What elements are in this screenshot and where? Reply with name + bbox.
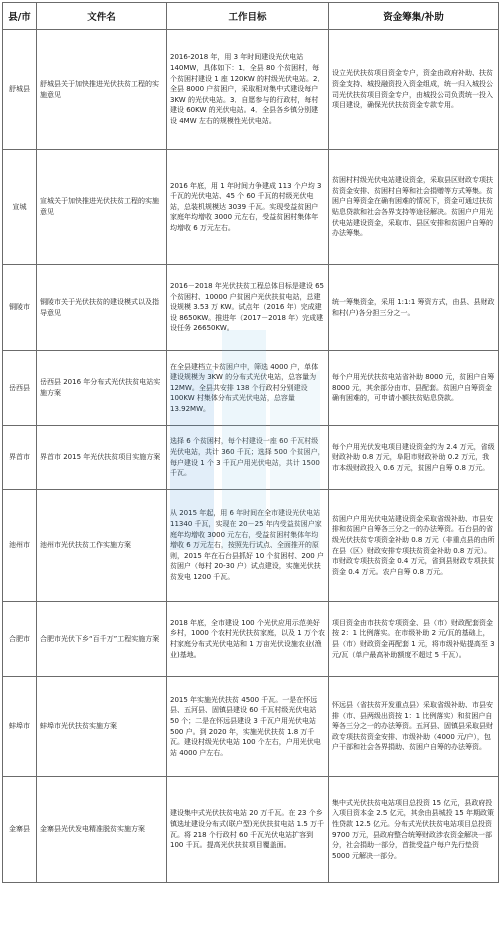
funding-cell: 贫困户户用光伏电站建设资金采取省级补助、市县安排和贫困户自筹各三分之一的办法筹资。石台县的省级光伏扶贫专项资金补助 0.8 万元（非重点县的由所在县（区）财政安排专项扶贫资金补助 0.8 万元）。市财政专项扶贫资金 0.4 万元，省到县财政专项扶贫资金 0.4 万元。农户自筹 0.8 万元。 bbox=[329, 490, 499, 602]
table-row bbox=[3, 351, 499, 426]
header-document: 文件名 bbox=[37, 3, 167, 30]
table-row bbox=[3, 30, 499, 150]
county-cell: 舒城县 bbox=[3, 30, 37, 150]
county-cell: 池州市 bbox=[3, 490, 37, 602]
goal-cell: 2016－2018 年光伏扶贫工程总体目标是建设 65 个贫困村、10000 户贫困户光伏扶贫电站，总建设规模 3.53 万 KW。试点年（2016 年）完成建设 8650KW。推进年（2017－2018 年）完成建设任务 26650KW。 bbox=[167, 265, 329, 351]
document-cell: 铜陵市关于光伏扶贫的建设模式以及指导意见 bbox=[37, 265, 167, 351]
funding-cell: 每个户用光伏扶贫电站省补助 8000 元，贫困户自筹 8000 元，其余部分由市、县配套。贫困户自筹资金确有困难的，可申请小额扶贫贴息贷款。 bbox=[329, 351, 499, 426]
goal-cell: 2018 年底，全市建设 100 个光伏应用示范美好乡村，1000 个农村光伏扶贫家庭，以及 1 万个农村家庭分布式光伏电站和 1 万亩光伏设施农业(渔业)基地。 bbox=[167, 602, 329, 677]
goal-cell: 2016-2018 年，用 3 年时间建设光伏电站 140MW，具体如下：1．全县 80 个贫困村，每个贫困村建设 1 座 120KW 的村级光伏电站。2．全县 8000 户贫困户，采取相对集中式建设每户 3KW 的光伏电站。3．自愿参与的行政村，每村建设 60KW 的光伏电站。4．全县各乡镇分别建设 4MW 左右的规模性光伏电站。 bbox=[167, 30, 329, 150]
document-cell: 金寨县光伏发电精准脱贫实施方案 bbox=[37, 777, 167, 883]
county-cell: 金寨县 bbox=[3, 777, 37, 883]
document-cell: 合肥市光伏下乡“百千万”工程实施方案 bbox=[37, 602, 167, 677]
table-row bbox=[3, 490, 499, 602]
funding-cell: 怀远县（省扶贫开发重点县）采取省级补助、市县安排（市、县两级出资按 1：1 比例落实）和贫困户自筹各三分之一的办法筹资。五河县、固镇县采取县财政专项扶贫资金安排、市级补助（4000 元/户），包户干部和社会各界捐助、贫困户自筹的办法筹资。 bbox=[329, 677, 499, 777]
goal-cell: 建设集中式光伏扶贫电站 20 万千瓦。在 23 个乡镇选址建设分布式(联户型)光伏扶贫电站 1.5 万千瓦。将 218 个行政村 60 千瓦光伏电站扩容到 100 千瓦。提高光伏扶贫项目覆盖面。 bbox=[167, 777, 329, 883]
funding-cell: 设立光伏扶贫项目资金专户，资金由政府补助、扶贫资金支持、城投融资投入资金组成，统一归入城投公司光伏扶贫项目资金专户，由城投公司负责统一投入项目建设，确保光伏扶贫资金专款专用。 bbox=[329, 30, 499, 150]
funding-cell: 集中式光伏扶贫电站项目总投资 15 亿元，县政府投入项目资本金 2.5 亿元，其余由县城投 15 年期政策性贷款 12.5 亿元。分布式光伏扶贫电站项目总投资 9700 万元，县政府整合统筹财政涉农资金解决一部分，社会捐助一部分，首批受益户每户先行垫资 5000 元解决一部分。 bbox=[329, 777, 499, 883]
table-row bbox=[3, 602, 499, 677]
goal-cell: 2015 年实施光伏扶贫 4500 千瓦。一是在怀远县、五河县、固镇县建设 60 千瓦村级光伏电站 50 个；二是在怀远县建设 3 千瓦户用光伏电站 500 户。到 2020 年，实施光伏扶贫 1.8 万千瓦。建设村级光伏电站 100 个左右，户用光伏电站 4000 户左右。 bbox=[167, 677, 329, 777]
document-cell: 舒城县关于加快推进光伏扶贫工程的实施意见 bbox=[37, 30, 167, 150]
document-cell: 池州市光伏扶贫工作实施方案 bbox=[37, 490, 167, 602]
document-cell: 蚌埠市光伏扶贫实施方案 bbox=[37, 677, 167, 777]
county-cell: 铜陵市 bbox=[3, 265, 37, 351]
goal-cell: 选择 6 个贫困村，每个村建设一座 60 千瓦村级光伏电站，共计 360 千瓦；选择 500 个贫困户，每户建设 1 个 3 千瓦户用光伏电站，共计 1500 千瓦。 bbox=[167, 426, 329, 490]
county-cell: 界首市 bbox=[3, 426, 37, 490]
goal-cell: 2016 年底，用 1 年时间力争建成 113 个户均 3 千瓦的光伏电站、45 个 60 千瓦的村级光伏电站，总装机规模达 3039 千瓦。实现受益贫困户家庭年均增收 3000 元左右，受益贫困村集体年均增收 6 万元左右。 bbox=[167, 150, 329, 265]
goal-cell: 在全县建档立卡贫困户中，筛选 4000 户，单体建设规模为 3KW 的分布式光伏电站，总容量为 12MW。全县共安排 138 个行政村分别建设 100KW 村集体分布式光伏电站，总容量 13.92MW。 bbox=[167, 351, 329, 426]
table-row bbox=[3, 677, 499, 777]
document-cell: 界首市 2015 年光伏扶贫项目实施方案 bbox=[37, 426, 167, 490]
funding-cell: 统一筹集资金，采用 1:1:1 筹资方式，由县、县财政和村(户)各分担三分之一。 bbox=[329, 265, 499, 351]
county-cell: 宣城 bbox=[3, 150, 37, 265]
funding-cell: 项目资金由市扶贫专项资金、县（市）财政配套资金按 2：1 比例落实。在市级补助 2 元/瓦的基础上，县（市）财政资金再配套 1 元，将市级补贴提高至 3 元/瓦（单户最高补助额度不超过 5 千瓦）。 bbox=[329, 602, 499, 677]
county-cell: 蚌埠市 bbox=[3, 677, 37, 777]
funding-cell: 贫困村村级光伏电站建设资金，采取县区财政专项扶贫资金安排、贫困村自筹和社会捐赠等方式筹集。贫困户自筹资金在确有困难的情况下，资金可通过扶贫贴息贷款和社会各界支持等途径解决。贫困户户用光伏电站建设资金，采取市、县区安排和贫困户自筹的办法筹集。 bbox=[329, 150, 499, 265]
document-cell: 宣城关于加快推进光伏扶贫工程的实施意见 bbox=[37, 150, 167, 265]
funding-cell: 每个户用光伏发电项目建设资金约为 2.4 万元，省级财政补助 0.8 万元，阜阳市财政补助 0.2 万元，我市本级财政投入 0.6 万元，贫困户自筹 0.8 万元。 bbox=[329, 426, 499, 490]
county-cell: 岳西县 bbox=[3, 351, 37, 426]
document-cell: 岳西县 2016 年分布式光伏扶贫电站实施方案 bbox=[37, 351, 167, 426]
table-row bbox=[3, 777, 499, 883]
header-county: 县/市 bbox=[3, 3, 37, 30]
table-row bbox=[3, 426, 499, 490]
header-funding: 资金筹集/补助 bbox=[329, 3, 499, 30]
table-row bbox=[3, 265, 499, 351]
county-cell: 合肥市 bbox=[3, 602, 37, 677]
table-row bbox=[3, 150, 499, 265]
policy-table bbox=[2, 2, 499, 883]
header-row bbox=[3, 3, 499, 30]
goal-cell: 从 2015 年起，用 6 年时间在全市建设光伏电站 11340 千瓦，实现在 20－25 年内受益贫困户家庭年均增收 3000 元左右，受益贫困村集体年均增收 6 万元左右，按照先行试点、全面推开的原则，2015 年在石台县抓好 10 个贫困村、200 户贫困户（每村 20-30 户）试点建设，实施光伏扶贫发电 1200 千瓦。 bbox=[167, 490, 329, 602]
header-goal: 工作目标 bbox=[167, 3, 329, 30]
